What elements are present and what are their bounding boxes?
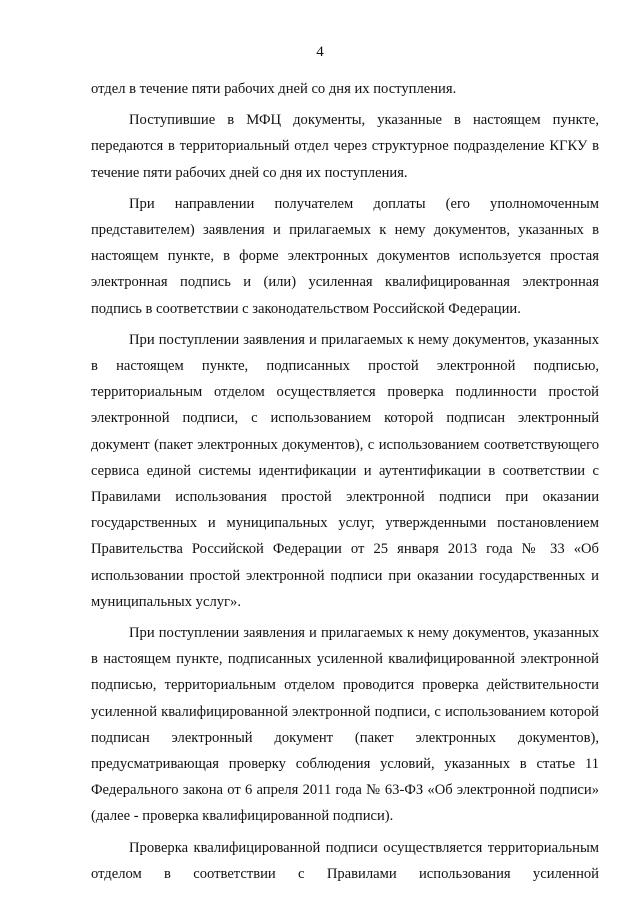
paragraph-qualified-signature-check: При поступлении заявления и прилагаемых к нему документов, указанных в настоящем пункте, подписанных усиленной квалифицированной электронной подписью, территориальным отделом проводится проверка действительности усиленной квалифицированной электронной подписи, с использованием которой подписан электронный документ (пакет электронных документов), предусматривающая проверку соблюдения условий, указанных в статье 11 Федерального закона от 6 апреля 2011 года № 63-ФЗ «Об электронной подписи» (далее - проверка квалифицированной подписи). xyxy=(91,625,599,825)
paragraph-continuation: отдел в течение пяти рабочих дней со дня их поступления. xyxy=(91,81,457,97)
paragraph-simple-signature-check: При поступлении заявления и прилагаемых к нему документов, указанных в настоящем пункте, подписанных простой электронной подписью, территориальным отделом осуществляется проверка подлинности простой электронной подписи, с использованием которой подписан электронный документ (пакет электронных документов), с использованием соответствующего сервиса единой системы идентификации и аутентификации в соответствии с Правилами использования простой электронной подписи при оказании государственных и муниципальных услуг, утвержденными постановлением Правительства Российской Федерации от 25 января 2013 года № 33 «Об использовании простой электронной подписи при оказании государственных и муниципальных услуг». xyxy=(91,331,599,610)
paragraph-mfc-documents: Поступившие в МФЦ документы, указанные в настоящем пункте, передаются в территориальный отдел через структурное подразделение КГКУ в течение пяти рабочих дней со дня их поступления. xyxy=(91,112,599,181)
paragraph-qualified-check-procedure: Проверка квалифицированной подписи осуществляется территориальным отделом в соответствии с Правилами использования усиленной xyxy=(91,839,599,882)
paragraph-electronic-signature: При направлении получателем доплаты (его уполномоченным представителем) заявления и прилагаемых к нему документов, указанных в настоящем пункте, в форме электронных документов используется простая электронная подпись и (или) усиленная квалифицированная электронная подпись в соответствии с законодательством Российской Федерации. xyxy=(91,195,599,317)
document-body xyxy=(91,76,599,887)
page-number: 4 xyxy=(316,44,324,60)
